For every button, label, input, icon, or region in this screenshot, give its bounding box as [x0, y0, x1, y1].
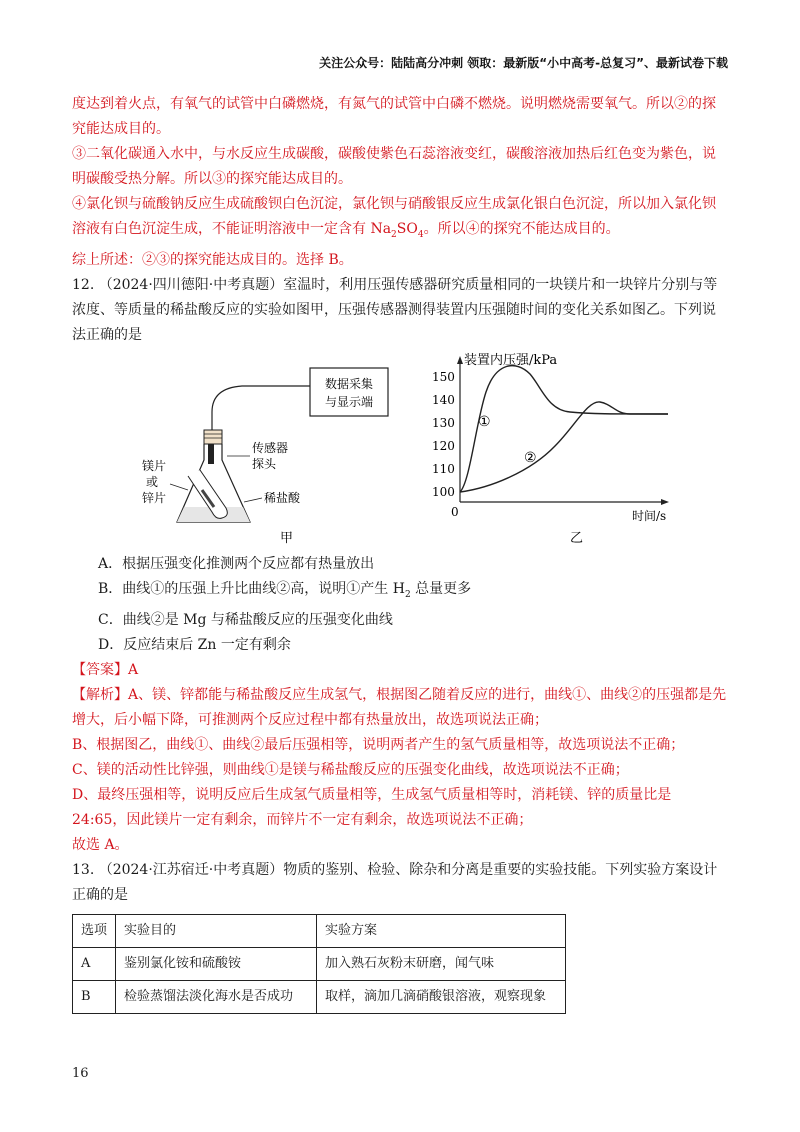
row-b-plan: 取样，滴加几滴硝酸银溶液，观察现象 — [317, 980, 566, 1013]
page-number: 16 — [72, 1066, 89, 1081]
q12-analysis-4: D、最终压强相等，说明反应后生成氢气质量相等，生成氢气质量相等时，消耗镁、锌的质量比是 24:65，因此镁片一定有剩余，而锌片不一定有剩余，故选项说法不正确； — [72, 786, 672, 828]
q13-table — [72, 914, 566, 1014]
prev-line-2: ③二氧化碳通入水中，与水反应生成碳酸，碳酸使紫色石蕊溶液变红，碳酸溶液加热后红色变为紫色，说明碳酸受热分解。所以③的探究能达成目的。 — [72, 146, 716, 187]
tick-130: 130 — [432, 415, 455, 430]
curve-1-label: ① — [478, 413, 491, 430]
row-b-option: B — [73, 980, 116, 1013]
tick-140: 140 — [432, 392, 455, 407]
pressure-chart — [420, 352, 700, 550]
metal-label-2: 或 — [146, 474, 159, 489]
header-option: 选项 — [73, 914, 116, 947]
q12-option-a: A．根据压强变化推测两个反应都有热量放出 — [98, 555, 375, 572]
page-content — [72, 92, 728, 1014]
tick-120: 120 — [432, 438, 455, 453]
q12-analysis-5: 故选 A。 — [72, 836, 129, 853]
sensor-cable — [212, 386, 310, 430]
y-axis-label: 装置内压强/kPa — [464, 352, 558, 368]
prev-line-4: 综上所述：②③的探究能达成目的。选择 B。 — [72, 251, 353, 268]
prev-line-3: ④氯化钡与硫酸钠反应生成硫酸钡白色沉淀，氯化钡与硝酸银反应生成氯化银白色沉淀，所以加入氯化钡溶液有白色沉淀生成，不能证明溶液中一定含有 $Na_2SO_4$。所以④的探究不能达成目的。 — [72, 196, 716, 240]
q12-stem: 12. （2024·四川德阳·中考真题）室温时，利用压强传感器研究质量相同的一块镁片和一块锌片分别与等浓度、等质量的稀盐酸反应的实验如图甲，压强传感器测得装置内压强随时间的变化关系如图乙。下列说法正确的是 — [72, 276, 718, 343]
metal-label-1: 镁片 — [142, 458, 167, 473]
sensor-probe — [208, 444, 214, 464]
tick-110: 110 — [432, 461, 455, 476]
tick-150: 150 — [432, 369, 455, 384]
acid-label: 稀盐酸 — [264, 490, 301, 505]
curve-1 — [460, 365, 668, 491]
q13-stem: 13. （2024·江苏宿迁·中考真题）物质的鉴别、检验、除杂和分离是重要的实验技能。下列实验方案设计正确的是 — [72, 861, 718, 903]
q12-analysis-1: 【解析】A、镁、锌都能与稀盐酸反应生成氢气，根据图乙随着反应的进行，曲线①、曲线②的压强都是先增大，后小幅下降，可推测两个反应过程中都有热量放出，故选项说法正确； — [72, 686, 727, 728]
caption-jia: 甲 — [280, 530, 294, 546]
x-axis-label: 时间/s — [632, 508, 667, 523]
curve-2 — [460, 402, 668, 492]
tick-100: 100 — [432, 484, 455, 499]
row-a-plan: 加入熟石灰粉末研磨，闻气味 — [317, 947, 566, 980]
row-a-purpose: 鉴别氯化铵和硫酸铵 — [116, 947, 317, 980]
curve-2-label: ② — [524, 449, 537, 466]
row-b-purpose: 检验蒸馏法淡化海水是否成功 — [116, 980, 317, 1013]
table-header-row — [73, 914, 566, 947]
probe-label-2: 探头 — [252, 456, 277, 471]
q12-option-d: D．反应结束后 Zn 一定有剩余 — [98, 636, 291, 653]
stopper — [204, 430, 222, 444]
prev-line-1: 度达到着火点，有氧气的试管中白磷燃烧，有氮气的试管中白磷不燃烧。说明燃烧需要氧气。所以②的探究能达成目的。 — [72, 96, 716, 137]
table-row — [73, 980, 566, 1013]
q12-option-c: C．曲线②是 Mg 与稀盐酸反应的压强变化曲线 — [98, 611, 393, 628]
q12-analysis-2: B、根据图乙，曲线①、曲线②最后压强相等，说明两者产生的氢气质量相等，故选项说法不正确； — [72, 736, 685, 753]
metal-label-3: 锌片 — [142, 490, 167, 505]
header-purpose: 实验目的 — [116, 914, 317, 947]
probe-label-1: 传感器 — [252, 440, 289, 455]
q12-figures — [72, 352, 728, 550]
q12-answer: 【答案】A — [72, 661, 139, 678]
table-row — [73, 947, 566, 980]
origin-label: 0 — [451, 504, 459, 519]
row-a-option: A — [73, 947, 116, 980]
q12-analysis-3: C、镁的活动性比锌强，则曲线①是镁与稀盐酸反应的压强变化曲线，故选项说法不正确； — [72, 761, 629, 778]
q12-option-b: B．曲线①的压强上升比曲线②高，说明①产生 $H_2$ 总量更多 — [98, 580, 472, 600]
header-plan: 实验方案 — [317, 914, 566, 947]
box-line-1: 数据采集 — [324, 376, 374, 391]
box-line-2: 与显示端 — [324, 394, 374, 409]
page-header: 关注公众号：陆陆高分冲刺 领取：最新版“小中高考-总复习”、最新试卷下载 — [319, 56, 728, 70]
caption-yi: 乙 — [570, 530, 584, 546]
apparatus-diagram — [132, 352, 412, 547]
